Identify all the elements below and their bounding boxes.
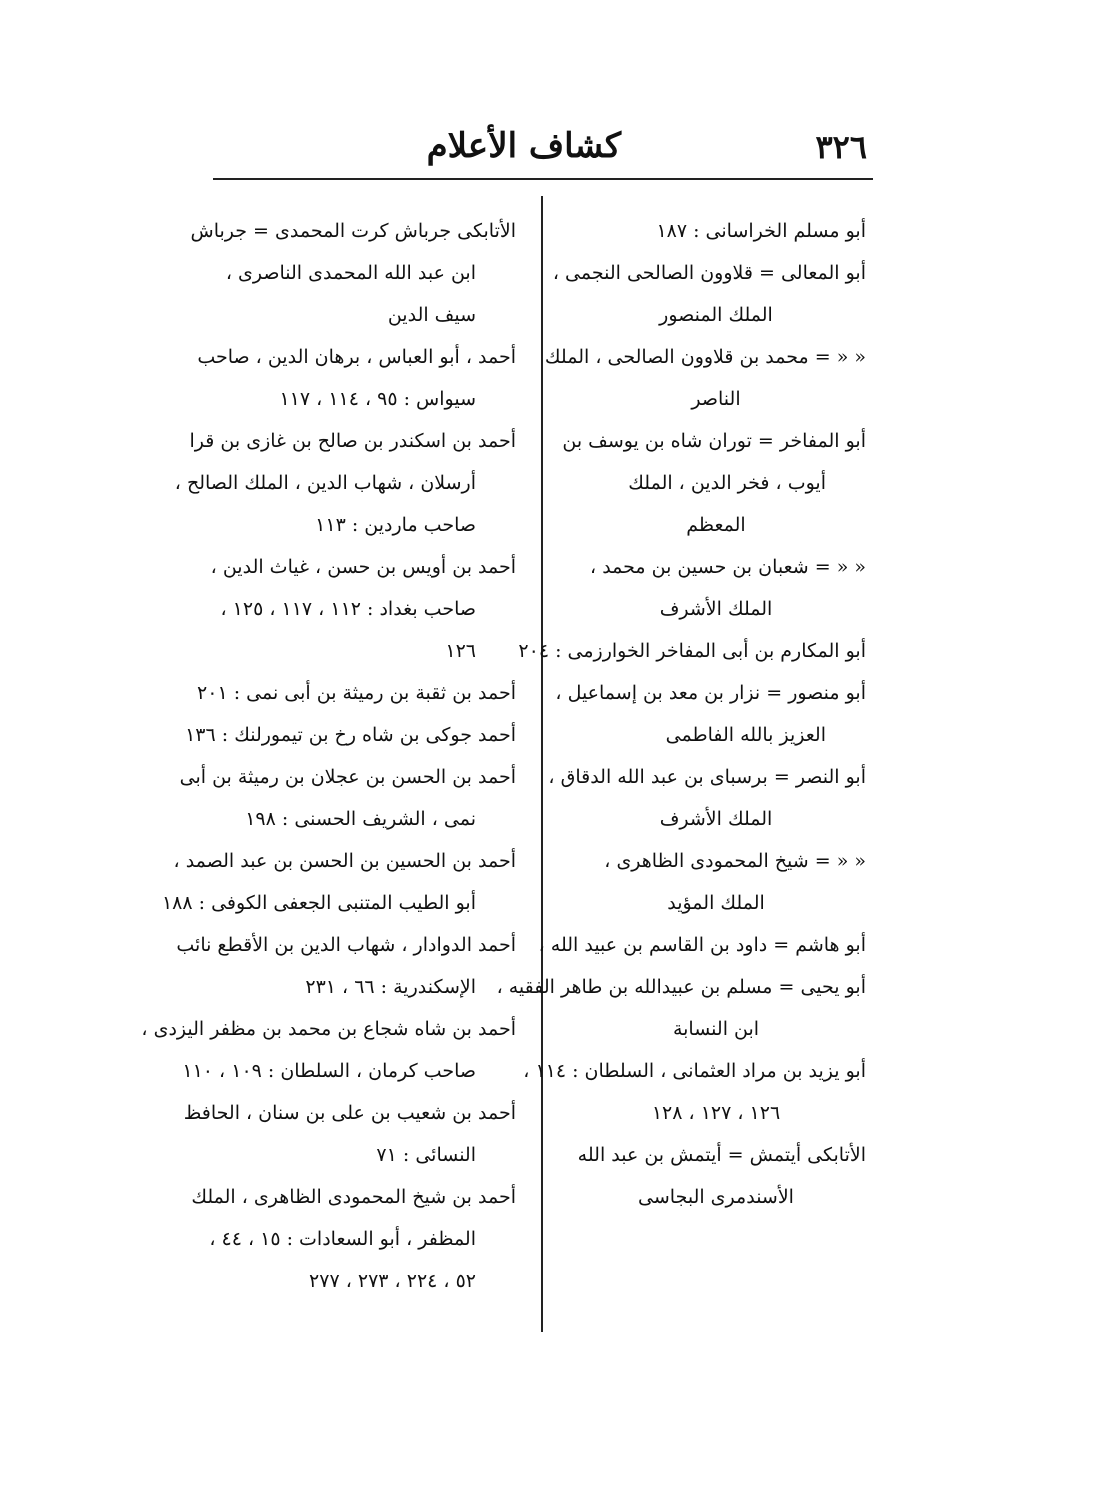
index-entry [518,630,866,672]
index-entry [191,1176,516,1302]
entry-heading-line: « « = محمد بن قلاوون الصالحى ، الملك [544,346,866,368]
entry-heading-line: أبو المعالى = قلاوون الصالحى النجمى ، [552,262,866,284]
index-entry [185,714,516,756]
entry-heading-line: أحمد بن أويس بن حسن ، غياث الدين ، [210,556,516,578]
entry-continuation-line: الناصر [691,388,741,410]
entry-continuation-line: ١٢٦ ، ١٢٧ ، ١٢٨ [651,1102,781,1124]
entry-heading-line: أحمد بن الحسن بن عجلان بن رميثة بن أبى [179,766,516,788]
entry-heading-line: أبو المكارم بن أبى المفاخر الخوارزمى : ٢٠٤ [518,640,866,662]
entry-heading-line: أحمد ، أبو العباس ، برهان الدين ، صاحب [197,346,516,368]
index-entry [566,546,866,630]
entry-heading-line: « « = شعبان بن حسين بن محمد ، [590,556,866,578]
entry-continuation-line: صاحب ماردين : ١١٣ [315,514,476,536]
entry-continuation-line: أرسلان ، شهاب الدين ، الملك الصالح ، [174,472,476,494]
entry-continuation-line: الملك الأشرف [659,598,773,620]
entry-heading-line: أبو هاشم = داود بن القاسم بن عبيد الله ، [538,934,866,956]
entry-continuation-line: نمى ، الشريف الحسنى : ١٩٨ [245,808,476,830]
entry-continuation-line: صاحب كرمان ، السلطان : ١٠٩ ، ١١٠ [182,1060,476,1082]
entry-heading-line: أبو منصور = نزار بن معد بن إسماعيل ، [555,682,866,704]
page-header [213,118,873,176]
entry-heading-line: أحمد الدوادار ، شهاب الدين بن الأقطع نائب [176,934,516,956]
index-entry [566,1134,866,1218]
entry-continuation-line: أيوب ، فخر الدين ، الملك [628,472,826,494]
entry-continuation-line: الملك المنصور [659,304,773,326]
entry-continuation-line: سيواس : ٩٥ ، ١١٤ ، ١١٧ [279,388,476,410]
index-entry [566,210,866,252]
entry-heading-line: أبو يزيد بن مراد العثمانى ، السلطان : ١١٤ ، [523,1060,866,1082]
entry-continuation-line: الإسكندرية : ٦٦ ، ٢٣١ [305,976,476,998]
entry-continuation-line: ٥٢ ، ٢٢٤ ، ٢٧٣ ، ٢٧٧ [309,1270,476,1292]
index-entry [544,336,866,420]
index-entry [183,1092,516,1176]
page-number: ٣٢٦ [815,128,867,166]
index-entry [161,840,516,924]
entry-heading-line: أحمد بن ثقبة بن رميثة بن أبى نمى : ٢٠١ [197,682,516,704]
index-column-left [141,210,516,1302]
entry-continuation-line: صاحب بغداد : ١١٢ ، ١١٧ ، ١٢٥ ، [220,598,476,620]
index-column-right [496,210,866,1218]
index-entry [141,1008,516,1092]
index-entry [496,966,866,1050]
entry-heading-line: أبو مسلم الخراسانى : ١٨٧ [656,220,866,242]
column-divider [541,196,543,1332]
index-entry [566,840,866,924]
entry-heading-line: أحمد جوكى بن شاه رخ بن تيمورلنك : ١٣٦ [185,724,516,746]
index-entry [210,546,516,672]
entry-continuation-line: ابن النسابة [672,1018,760,1040]
index-entry [548,756,866,840]
entry-continuation-line: سيف الدين [387,304,476,326]
entry-continuation-line: أبو الطيب المتنبى الجعفى الكوفى : ١٨٨ [161,892,476,914]
entry-continuation-line: ابن عبد الله المحمدى الناصرى ، [225,262,476,284]
entry-heading-line: أحمد بن شاه شجاع بن محمد بن مظفر اليزدى ، [141,1018,516,1040]
index-entry [538,924,866,966]
entry-continuation-line: الملك الأشرف [659,808,773,830]
entry-heading-line: « « = شيخ المحمودى الظاهرى ، [604,850,866,872]
entry-heading-line: أبو المفاخر = توران شاه بن يوسف بن [562,430,866,452]
entry-continuation-line: العزيز بالله الفاطمى [665,724,826,746]
entry-continuation-line: المظفر ، أبو السعادات : ١٥ ، ٤٤ ، [209,1228,476,1250]
index-entry [562,420,866,546]
index-entry [555,672,866,756]
index-entry [176,924,516,1008]
entry-continuation-line: المعظم [686,514,746,536]
index-entry [523,1050,866,1134]
index-entry [197,336,516,420]
entry-continuation-line: ١٢٦ [445,640,476,662]
entry-heading-line: الأتابكى جرباش كرت المحمدى = جرباش [190,220,516,242]
entry-continuation-line: الملك المؤيد [667,892,765,914]
entry-heading-line: أحمد بن شعيب بن على بن سنان ، الحافظ [183,1102,516,1124]
index-entry [174,420,516,546]
header-rule [213,178,873,180]
index-entry [552,252,866,336]
entry-continuation-line: الأسندمرى البجاسى [638,1186,794,1208]
index-entry [179,756,516,840]
index-entry [190,210,516,336]
entry-heading-line: أحمد بن الحسين بن الحسن بن عبد الصمد ، [173,850,516,872]
index-entry [197,672,516,714]
entry-heading-line: أحمد بن اسكندر بن صالح بن غازى بن قرا [189,430,516,452]
entry-heading-line: أحمد بن شيخ المحمودى الظاهرى ، الملك [191,1186,516,1208]
entry-heading-line: الأتابكى أيتمش = أيتمش بن عبد الله [577,1144,866,1166]
entry-heading-line: أبو النصر = برسباى بن عبد الله الدقاق ، [548,766,866,788]
page-title: كشاف الأعلام [426,126,621,166]
entry-heading-line: أبو يحيى = مسلم بن عبيدالله بن طاهر الفقيه ، [496,976,866,998]
entry-continuation-line: النسائى : ٧١ [376,1144,476,1166]
